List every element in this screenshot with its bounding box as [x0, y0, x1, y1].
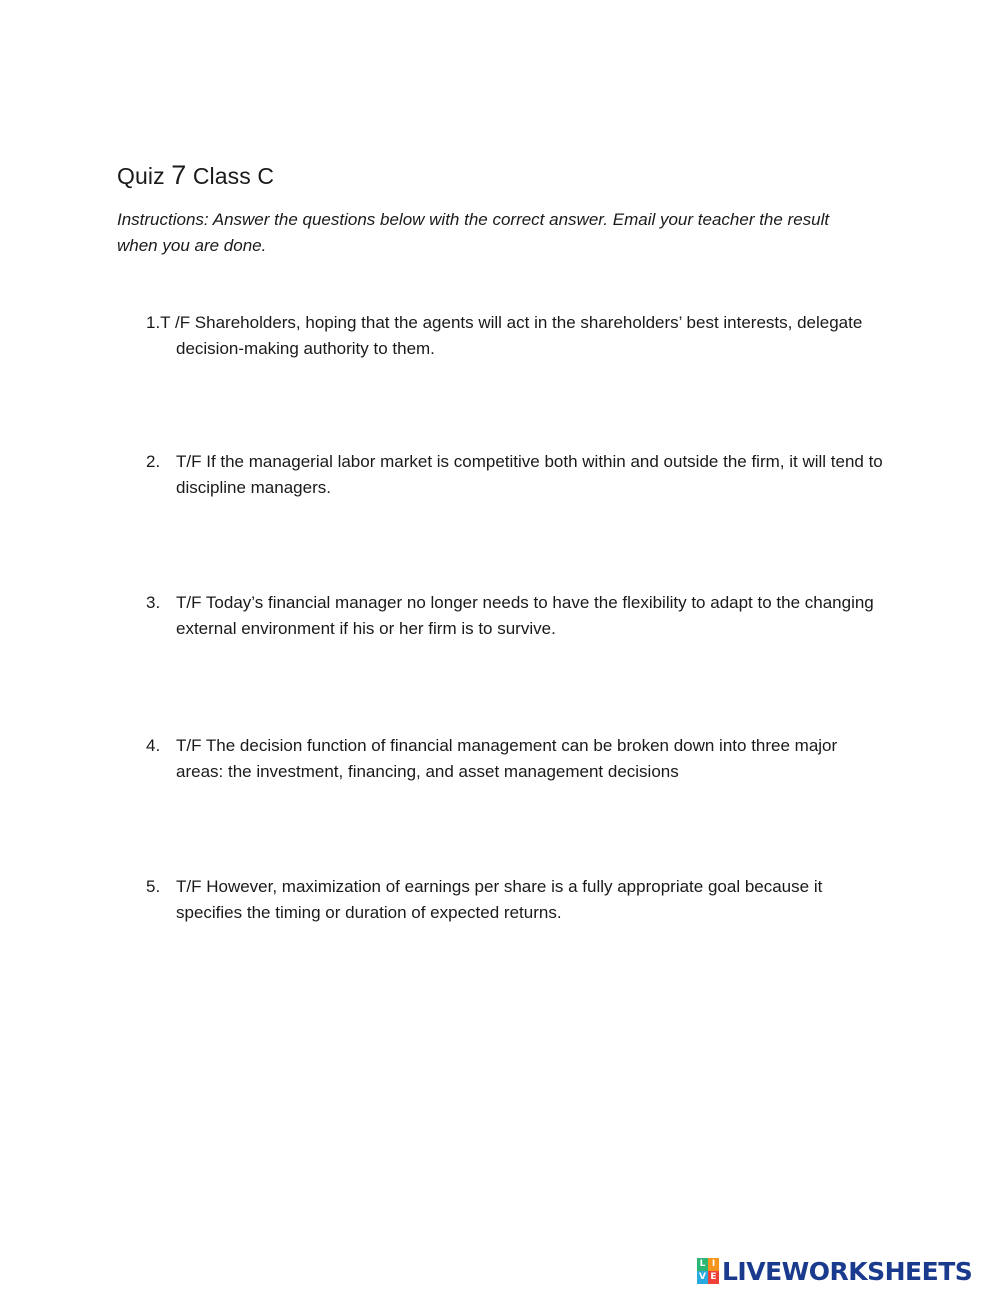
question-text: T/F If the managerial labor market is competitive both within and outside the firm, it will tend to discipline managers.	[176, 452, 883, 497]
logo-mark-letter: I	[708, 1258, 719, 1271]
question-text: T/F Today’s financial manager no longer needs to have the flexibility to adapt to the changing external environment if his or her firm is to survive.	[176, 593, 874, 638]
question-text: T/F The decision function of financial management can be broken down into three major areas: the investment, financing, and asset management decisions	[176, 736, 838, 781]
question-text: T/F However, maximization of earnings per share is a fully appropriate goal because it specifies the timing or duration of expected returns.	[176, 877, 823, 922]
question-5	[146, 874, 886, 926]
question-1	[146, 310, 886, 362]
question-3	[146, 590, 886, 642]
question-number: 3.	[146, 593, 161, 612]
logo-mark-letter: E	[708, 1271, 719, 1284]
logo-mark-icon	[697, 1258, 719, 1284]
liveworksheets-logo	[697, 1256, 972, 1286]
question-4	[146, 733, 886, 785]
quiz-title	[117, 160, 274, 191]
logo-mark-letter: L	[697, 1258, 708, 1271]
logo-text: LIVEWORKSHEETS	[722, 1256, 973, 1286]
logo-mark-letter: V	[697, 1271, 708, 1284]
question-number: 2.	[146, 452, 161, 471]
quiz-class: Class C	[192, 163, 275, 189]
instructions: Instructions: Answer the questions below with the correct answer. Email your teacher the result when you are done.	[117, 210, 830, 255]
quiz-title-prefix: Quiz	[117, 163, 165, 189]
question-text: 1.T /F Shareholders, hoping that the agents will act in the shareholders’ best interests, delegate decision-making authority to them.	[146, 313, 863, 358]
quiz-number: 7	[171, 160, 187, 190]
question-2	[146, 449, 886, 501]
question-number: 4.	[146, 736, 161, 755]
question-number: 5.	[146, 877, 161, 896]
